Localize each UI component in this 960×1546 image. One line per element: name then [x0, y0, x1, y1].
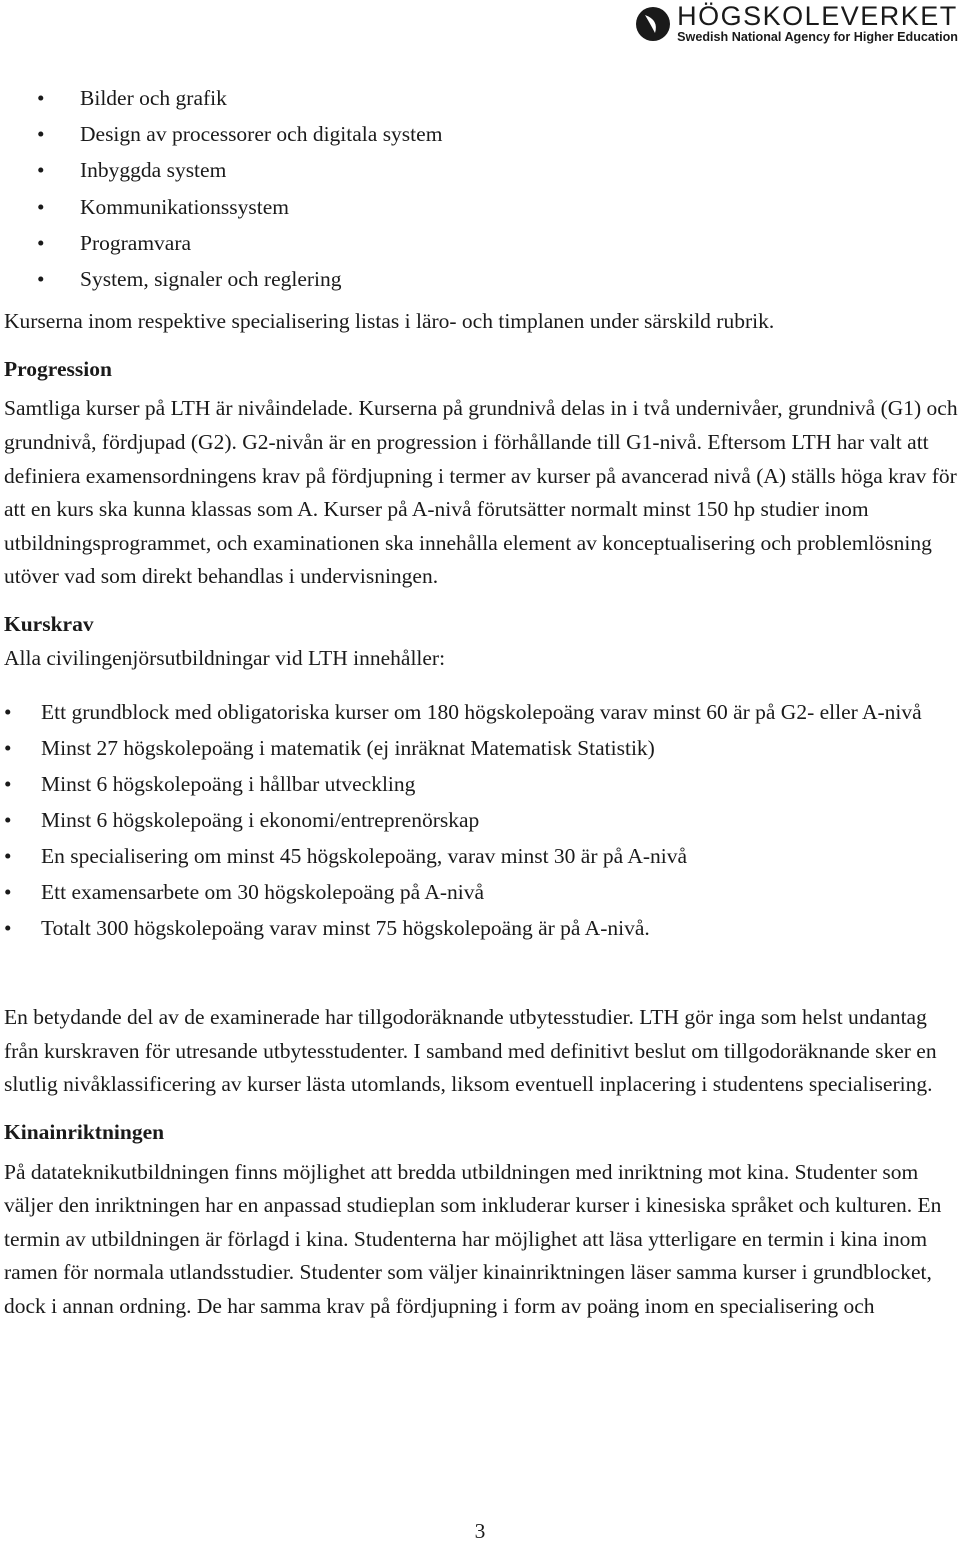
logo-subtitle: Swedish National Agency for Higher Education	[677, 30, 958, 44]
kurskrav-intro: Alla civilingenjörsutbildningar vid LTH innehåller:	[4, 645, 446, 670]
logo-text	[677, 2, 958, 45]
document-body	[4, 80, 958, 1324]
list-item: • Minst 6 högskolepoäng i ekonomi/entreprenörskap	[4, 803, 958, 838]
kurskrav-list	[4, 695, 958, 946]
list-item: • Ett grundblock med obligatoriska kurser om 180 högskolepoäng varav minst 60 är på G2- eller A-nivå	[4, 695, 958, 730]
list-item: • Totalt 300 högskolepoäng varav minst 75 högskolepoäng är på A-nivå.	[4, 911, 958, 946]
progression-heading: Progression	[4, 356, 112, 381]
list-item: • Kommunikationssystem	[4, 189, 958, 225]
page-number: 3	[474, 1519, 486, 1543]
exchange-paragraph: En betydande del av de examinerade har tillgodoräknande utbytesstudier. LTH gör inga som helst undantag från kurskraven för utresande utbytesstudenter. I samband med definitivt beslut om tillgodoräknande sker en slutlig nivåklassificering av kurser lästa utomlands, liksom eventuell inplacering i studentens specialisering.	[4, 1005, 937, 1097]
list-item: • Minst 27 högskolepoäng i matematik (ej inräknat Matematisk Statistik)	[4, 731, 958, 766]
kurskrav-heading: Kurskrav	[4, 611, 94, 636]
list-item: • En specialisering om minst 45 högskolepoäng, varav minst 30 är på A-nivå	[4, 839, 958, 874]
header-logo	[635, 2, 958, 45]
progression-paragraph: Samtliga kurser på LTH är nivåindelade. Kurserna på grundnivå delas in i två undernivåer, grundnivå (G1) och grundnivå, fördjupad (G2). G2-nivån är en progression i förhållande till G1-nivå. Eftersom LTH har valt att definiera examensordningens krav på fördjupning i termer av kurser på avancerad nivå (A) ställs höga krav för att en kurs ska kunna klassas som A. Kurser på A-nivå förutsätter normalt minst 150 hp studier inom utbildningsprogrammet, och examinationen ska innehålla element av konceptualisering och problemlösning utöver vad som direkt behandlas i undervisningen.	[4, 396, 958, 589]
list-item: • Inbyggda system	[4, 152, 958, 188]
list-item: • Design av processorer och digitala system	[4, 116, 958, 152]
logo-name: HÖGSKOLEVERKET	[677, 1, 958, 31]
list-item: • Ett examensarbete om 30 högskolepoäng på A-nivå	[4, 875, 958, 910]
list-item: • Programvara	[4, 225, 958, 261]
logo-mark-icon	[635, 6, 671, 42]
kina-heading: Kinainriktningen	[4, 1119, 165, 1144]
list-item: • Bilder och grafik	[4, 80, 958, 116]
list-item: • Minst 6 högskolepoäng i hållbar utveckling	[4, 767, 958, 802]
kina-paragraph: På datateknikutbildningen finns möjlighet att bredda utbildningen med inriktning mot kina. Studenter som väljer den inriktningen har en anpassad studieplan som inkluderar kurser i kinesiska språket och kulturen. En termin av utbildningen är förlagd i kina. Studenterna har möjlighet att läsa ytterligare en termin i kina inom ramen för normala utlandsstudier. Studenter som väljer kinainriktningen läser samma kurser i grundblocket, dock i annan ordning. De har samma krav på fördjupning i form av poäng inom en specialisering och	[4, 1159, 942, 1318]
specializations-note: Kurserna inom respektive specialisering listas i läro- och timplanen under särskild rubrik.	[4, 309, 775, 334]
list-item: • System, signaler och reglering	[4, 261, 958, 297]
specialization-list	[4, 80, 958, 297]
